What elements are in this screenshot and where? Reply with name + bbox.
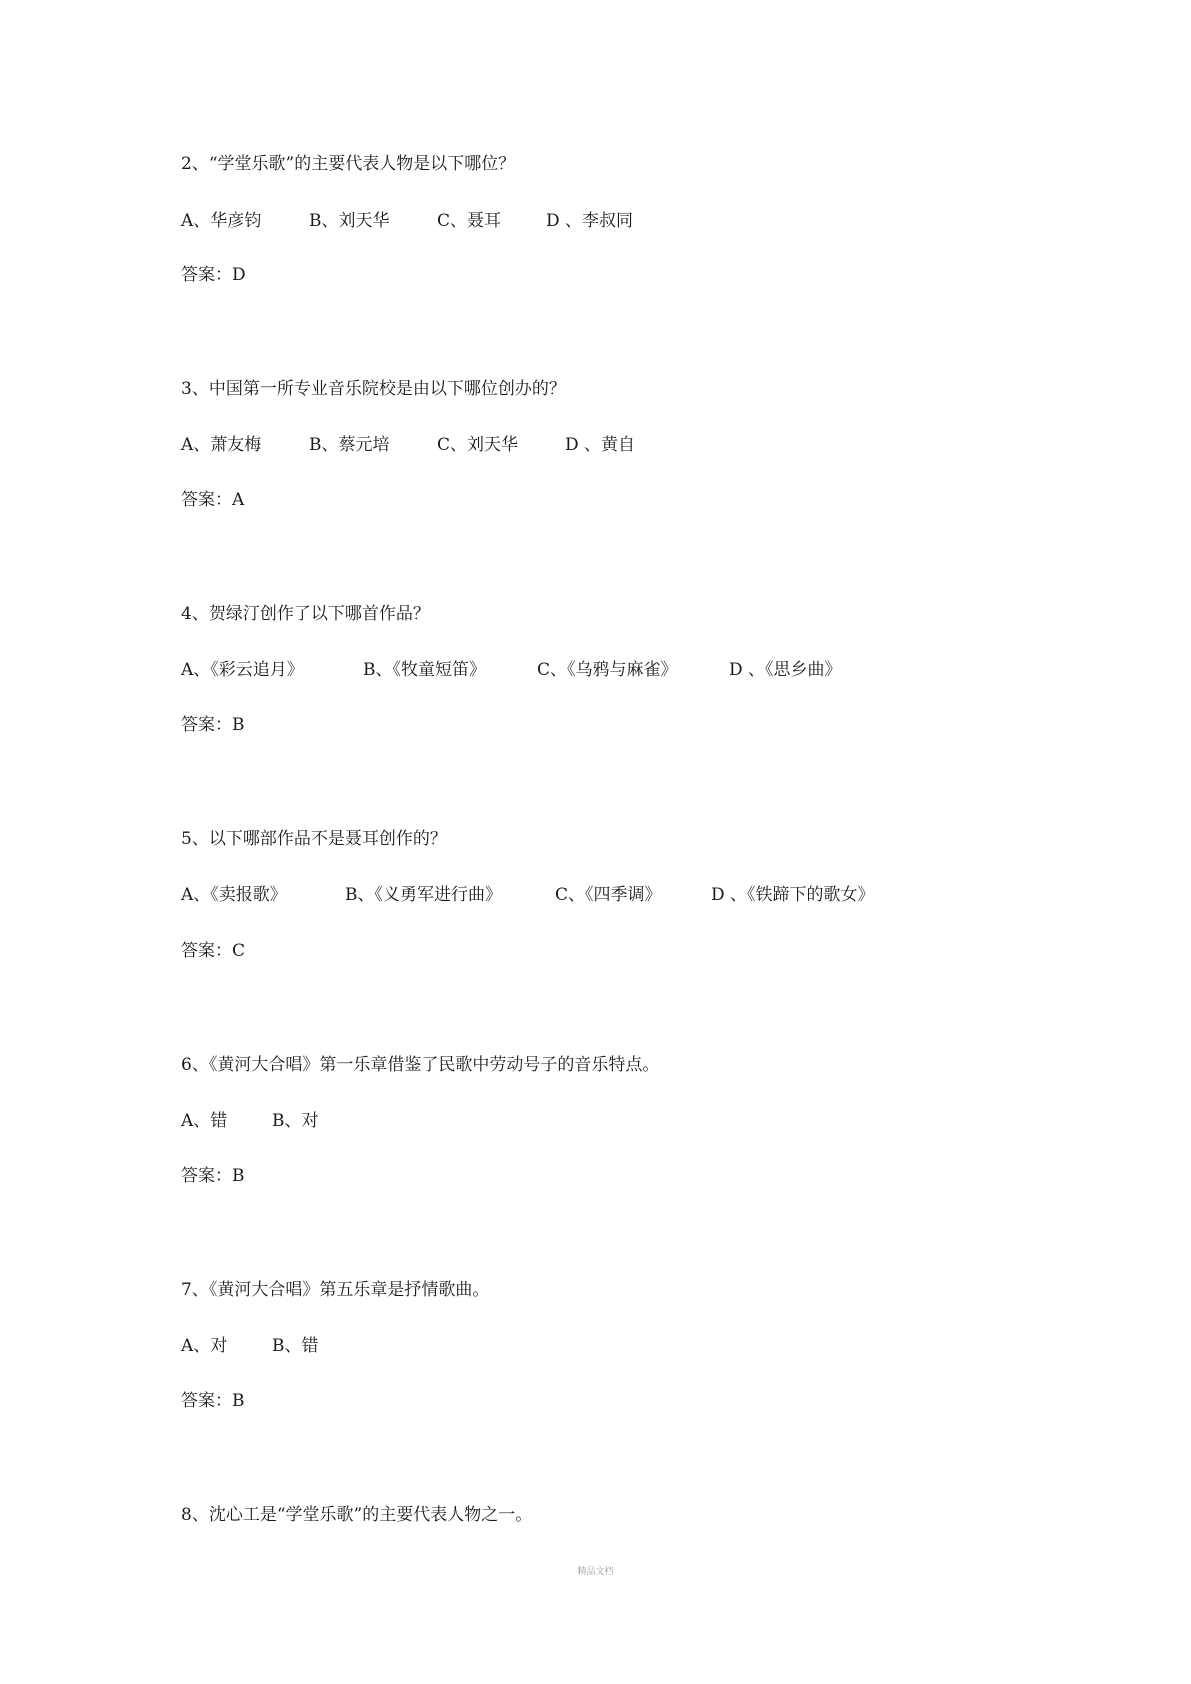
option-a: A、《彩云追月》 (181, 660, 304, 680)
option-a: A、对 (181, 1336, 228, 1356)
question-6-answer: 答案：B (181, 1166, 245, 1186)
question-6-text: 6、《黄河大合唱》第一乐章借鉴了民歌中劳动号子的音乐特点。 (181, 1055, 660, 1075)
option-d: D 、李叔同 (546, 211, 634, 231)
option-b: B、刘天华 (309, 211, 390, 231)
option-b: B、蔡元培 (309, 435, 390, 455)
option-d: D 、黄自 (565, 435, 636, 455)
question-2-text: 2、“学堂乐歌”的主要代表人物是以下哪位？ (181, 154, 516, 174)
question-4-answer: 答案：B (181, 715, 245, 735)
question-5-answer: 答案：C (181, 941, 246, 961)
question-7-text: 7、《黄河大合唱》第五乐章是抒情歌曲。 (181, 1280, 490, 1300)
question-5-text: 5、以下哪部作品不是聂耳创作的？ (181, 829, 447, 849)
option-d: D 、《铁蹄下的歌女》 (711, 885, 875, 905)
option-b: B、对 (272, 1111, 319, 1131)
option-a: A、华彦钧 (181, 211, 262, 231)
question-4-text: 4、贺绿汀创作了以下哪首作品？ (181, 604, 430, 624)
option-b: B、错 (272, 1336, 319, 1356)
option-d: D 、《思乡曲》 (729, 660, 842, 680)
question-7-answer: 答案：B (181, 1391, 245, 1411)
option-a: A、萧友梅 (181, 435, 262, 455)
option-a: A、错 (181, 1111, 228, 1131)
option-b: B、《义勇军进行曲》 (345, 885, 502, 905)
option-b: B、《牧童短笛》 (363, 660, 486, 680)
option-a: A、《卖报歌》 (181, 885, 287, 905)
question-3-text: 3、中国第一所专业音乐院校是由以下哪位创办的？ (181, 379, 566, 399)
question-3-answer: 答案：A (181, 490, 245, 510)
option-c: C、聂耳 (437, 211, 502, 231)
option-c: C、《乌鸦与麻雀》 (537, 660, 678, 680)
question-8-text: 8、沈心工是“学堂乐歌”的主要代表人物之一。 (181, 1505, 533, 1525)
option-c: C、刘天华 (437, 435, 519, 455)
question-2-answer: 答案：D (181, 265, 246, 285)
option-c: C、《四季调》 (555, 885, 662, 905)
page-footer: 精品文档 (577, 1567, 614, 1577)
